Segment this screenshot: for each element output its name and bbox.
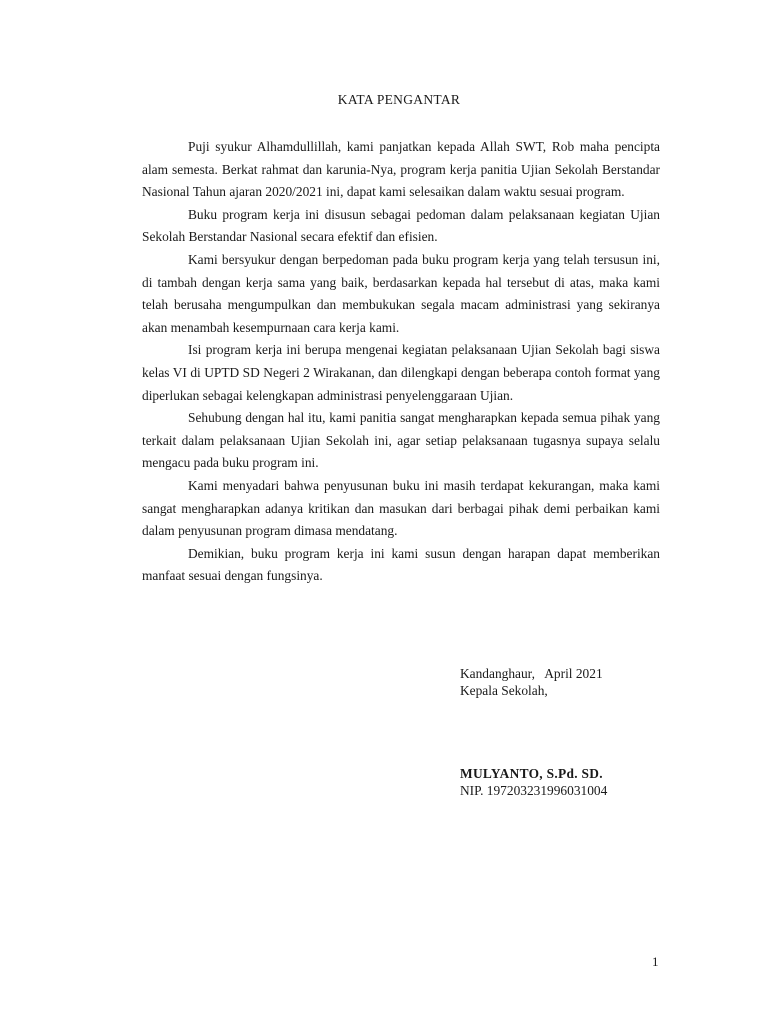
paragraph-2: Buku program kerja ini disusun sebagai pedoman dalam pelaksanaan kegiatan Ujian Sekolah Berstandar Nasional secara efektif dan efisien. (142, 206, 660, 245)
paragraph-3: Kami bersyukur dengan berpedoman pada buku program kerja yang telah tersusun ini, di tambah dengan kerja sama yang baik, berdasarkan kepada hal tersebut di atas, maka kami telah berusaha mengumpulkan dan membukukan segala macam administrasi yang sekiranya akan menambah kesempurnaan cara kerja kami. (142, 251, 660, 335)
paragraph-4: Isi program kerja ini berupa mengenai kegiatan pelaksanaan Ujian Sekolah bagi siswa kelas VI di UPTD SD Negeri 2 Wirakanan, dan dilengkapi dengan beberapa contoh format yang diperlukan sebagai kelengkapan administrasi penyelenggaraan Ujian. (142, 342, 660, 403)
paragraph-7: Demikian, buku program kerja ini kami susun dengan harapan dapat memberikan manfaat sesuai dengan fungsinya. (142, 545, 660, 584)
signature-place-date: Kandanghaur, April 2021 (460, 666, 603, 681)
signature-space (460, 699, 607, 765)
signature-position: Kepala Sekolah, (460, 683, 548, 698)
page-number: 1 (652, 954, 659, 969)
signature-block (460, 665, 607, 799)
body-text (142, 136, 660, 588)
signature-nip: NIP. 197203231996031004 (460, 783, 608, 798)
paragraph-6: Kami menyadari bahwa penyusunan buku ini masih terdapat kekurangan, maka kami sangat mengharapkan adanya kritikan dan masukan dari berbagai pihak demi perbaikan kami dalam penyusunan program dimasa mendatang. (142, 477, 660, 539)
page-title: KATA PENGANTAR (337, 92, 461, 107)
paragraph-1: Puji syukur Alhamdullillah, kami panjatkan kepada Allah SWT, Rob maha pencipta alam semesta. Berkat rahmat dan karunia-Nya, program kerja panitia Ujian Sekolah Berstandar Nasional Tahun ajaran 2020/2021 ini, dapat kami selesaikan dalam waktu sesuai program. (142, 139, 660, 200)
paragraph-5: Sehubung dengan hal itu, kami panitia sangat mengharapkan kepada semua pihak yang terkait dalam pelaksanaan Ujian Sekolah ini, agar setiap pelaksanaan tugasnya supaya selalu mengacu pada buku program ini. (142, 410, 660, 471)
signature-name: MULYANTO, S.Pd. SD. (460, 766, 603, 781)
